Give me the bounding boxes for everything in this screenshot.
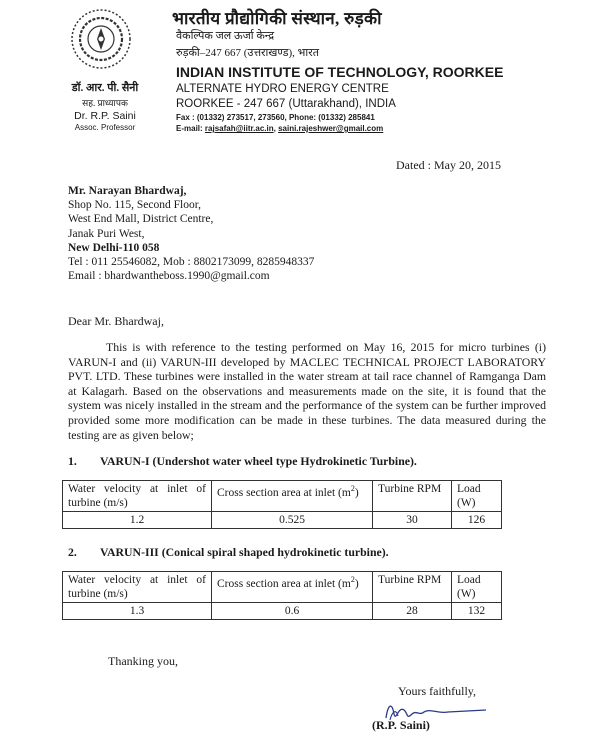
recipient-city: New Delhi-110 058 [68,241,160,254]
cell-velocity: 1.3 [63,603,212,620]
section-title: VARUN-III (Conical spiral shaped hydrokinetic turbine). [100,545,389,559]
professor-name: Dr. R.P. Saini [74,110,136,122]
institute-title: INDIAN INSTITUTE OF TECHNOLOGY, ROORKEE [176,64,504,80]
header-velocity: Water velocity at inlet of turbine (m/s) [63,572,212,603]
salutation: Dear Mr. Bhardwaj, [68,314,164,328]
recipient-phone: Tel : 011 25546082, Mob : 8802173099, 8285948337 [68,256,315,269]
header-area-close: ) [354,486,359,499]
section-2-heading [68,545,389,560]
recipient-line-2: West End Mall, District Centre, [68,213,214,226]
institute-address: ROORKEE - 247 667 (Uttarakhand), INDIA [176,98,396,110]
header-area [212,481,373,512]
professor-title: Assoc. Professor [74,123,136,132]
recipient-line-3: Janak Puri West, [68,227,145,240]
cell-load: 126 [452,512,502,529]
recipient-name: Mr. Narayan Bhardwaj, [68,185,187,197]
email-separator: , [273,124,279,133]
header-load: Load (W) [452,481,502,512]
hindi-professor-name: डॉ. आर. पी. सैनी [71,82,139,94]
section-number: 2. [68,545,77,559]
table-header-row [63,572,502,603]
email-link-1[interactable]: rajsafah@iitr.ac.in [204,124,274,133]
body-paragraph: This is with reference to the testing performed on May 16, 2015 for micro turbines (i) VARUN-I and (ii) VARUN-III developed by MACLEC TECHNICAL PROJECT LABORATORY PVT. LTD. These turbines were installed in the water stream at tail race channel of Ramganga Dam at Kalagarh. Based on the observations and measurements made on the site, it is found that the system was nicely installed in the stream and the performance of the system can be further improved provided some more modification can be made in these turbines. The data measured during the testing are as given below; [68,340,546,442]
cell-rpm: 28 [373,603,452,620]
header-rpm: Turbine RPM [373,572,452,603]
cell-area: 0.6 [212,603,373,620]
header-area-exponent: 2 [350,575,355,584]
header-velocity: Water velocity at inlet of turbine (m/s) [63,481,212,512]
header-load: Load (W) [452,572,502,603]
email-link-2[interactable]: saini.rajeshwer@gmail.com [278,124,384,133]
hindi-institute-title: भारतीय प्रौद्योगिकी संस्थान, रुड़की [172,9,382,28]
cell-rpm: 30 [373,512,452,529]
section-1-heading [68,454,417,469]
cell-area: 0.525 [212,512,373,529]
fax-phone-line: Fax : (01332) 273517, 273560, Phone: (01332) 285841 [176,113,375,122]
letter-date: Dated : May 20, 2015 [396,158,501,172]
varun-3-table [62,571,502,620]
recipient-email: Email : bhardwantheboss.1990@gmail.com [68,270,270,283]
header-area [212,572,373,603]
iit-roorkee-logo [70,8,132,70]
section-title: VARUN-I (Undershot water wheel type Hydrokinetic Turbine). [100,454,417,468]
header-area-text: Cross section area at inlet (m [217,486,351,499]
signatory-name: (R.P. Saini) [372,718,430,732]
cell-velocity: 1.2 [63,512,212,529]
table-header-row [63,481,502,512]
centre-name: ALTERNATE HYDRO ENERGY CENTRE [176,83,389,95]
header-area-text: Cross section area at inlet (m [217,577,351,590]
email-line [176,124,383,133]
varun-1-table [62,480,502,529]
table-row [63,512,502,529]
closing-thanks: Thanking you, [108,654,178,668]
email-label: E-mail: [176,124,205,133]
table-row [63,603,502,620]
letter-body [68,340,546,442]
header-area-exponent: 2 [350,484,355,493]
hindi-professor-title: सह. प्राध्यापक [82,98,128,108]
header-rpm: Turbine RPM [373,481,452,512]
section-number: 1. [68,454,77,468]
hindi-centre-name: वैकल्पिक जल ऊर्जा केन्द्र [176,30,275,42]
recipient-line-1: Shop No. 115, Second Floor, [68,199,201,212]
closing-yours: Yours faithfully, [398,684,477,698]
recipient-address [68,184,488,283]
cell-load: 132 [452,603,502,620]
header-area-close: ) [354,577,359,590]
hindi-address: रुड़की–247 667 (उत्तराखण्ड), भारत [176,47,320,59]
